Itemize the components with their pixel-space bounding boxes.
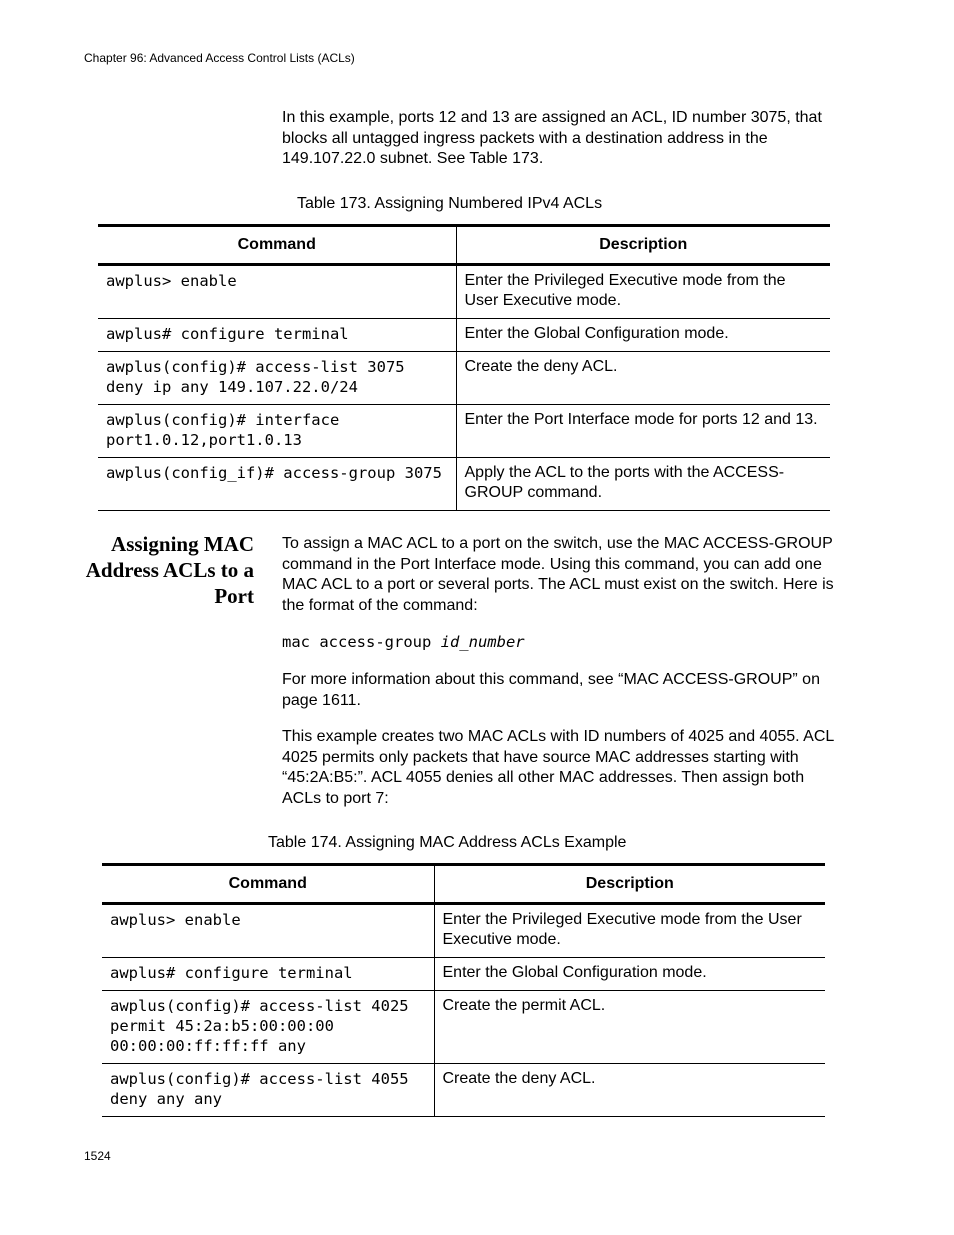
table-row — [102, 991, 825, 1064]
command-cell: awplus(config_if)# access-group 3075 — [98, 458, 456, 511]
table-row — [98, 405, 830, 458]
table-row — [102, 904, 825, 958]
description-cell: Enter the Global Configuration mode. — [434, 958, 825, 991]
table-174-header-description: Description — [434, 865, 825, 904]
table-173-caption: Table 173. Assigning Numbered IPv4 ACLs — [297, 195, 603, 212]
section-heading: Assigning MAC Address ACLs to a Port — [85, 532, 254, 608]
command-syntax-param: id_number — [440, 633, 525, 651]
table-173-header-description: Description — [456, 226, 830, 265]
section-paragraph-3: This example creates two MAC ACLs with ID numbers of 4025 and 4055. ACL 4025 permits only packets that have source MAC addresses starting with “45:2A:B5:”. ACL 4055 denies all other MAC addresses. Then assign both ACLs to port 7: — [282, 728, 834, 807]
description-cell: Enter the Privileged Executive mode from the User Executive mode. — [456, 265, 830, 319]
description-cell: Create the deny ACL. — [434, 1064, 825, 1117]
description-cell: Create the deny ACL. — [456, 352, 830, 405]
command-syntax — [282, 632, 525, 652]
description-cell: Create the permit ACL. — [434, 991, 825, 1064]
description-cell: Enter the Privileged Executive mode from the User Executive mode. — [434, 904, 825, 958]
table-173 — [98, 224, 830, 511]
command-cell: awplus(config)# access-list 3075 deny ip any 149.107.22.0/24 — [98, 352, 456, 405]
table-174-caption: Table 174. Assigning MAC Address ACLs Example — [268, 834, 627, 851]
table-row — [98, 352, 830, 405]
table-row — [102, 958, 825, 991]
table-row — [98, 265, 830, 319]
table-174-header-command: Command — [102, 865, 434, 904]
command-syntax-text: mac access-group — [282, 633, 441, 651]
table-174 — [102, 863, 825, 1117]
table-row — [98, 319, 830, 352]
command-cell: awplus(config)# interface port1.0.12,port1.0.13 — [98, 405, 456, 458]
command-cell: awplus> enable — [102, 904, 434, 958]
description-cell: Enter the Port Interface mode for ports 12 and 13. — [456, 405, 830, 458]
table-row — [102, 1064, 825, 1117]
page-number: 1524 — [84, 1149, 111, 1163]
command-cell: awplus> enable — [98, 265, 456, 319]
command-cell: awplus(config)# access-list 4025 permit 45:2a:b5:00:00:00 00:00:00:ff:ff:ff any — [102, 991, 434, 1064]
table-row — [98, 458, 830, 511]
table-173-header-command: Command — [98, 226, 456, 265]
intro-paragraph: In this example, ports 12 and 13 are assigned an ACL, ID number 3075, that blocks all untagged ingress packets with a destination address in the 149.107.22.0 subnet. See Table 173. — [282, 109, 822, 167]
section-paragraph-1: To assign a MAC ACL to a port on the switch, use the MAC ACCESS-GROUP command in the Port Interface mode. Using this command, you can add one MAC ACL to a port or several ports. The ACL must exist on the switch. Here is the format of the command: — [282, 535, 834, 614]
command-cell: awplus# configure terminal — [98, 319, 456, 352]
description-cell: Enter the Global Configuration mode. — [456, 319, 830, 352]
section-paragraph-2: For more information about this command, see “MAC ACCESS-GROUP” on page 1611. — [282, 671, 820, 709]
command-cell: awplus(config)# access-list 4055 deny any any — [102, 1064, 434, 1117]
chapter-header: Chapter 96: Advanced Access Control Lists (ACLs) — [84, 51, 355, 65]
command-cell: awplus# configure terminal — [102, 958, 434, 991]
description-cell: Apply the ACL to the ports with the ACCESS-GROUP command. — [456, 458, 830, 511]
